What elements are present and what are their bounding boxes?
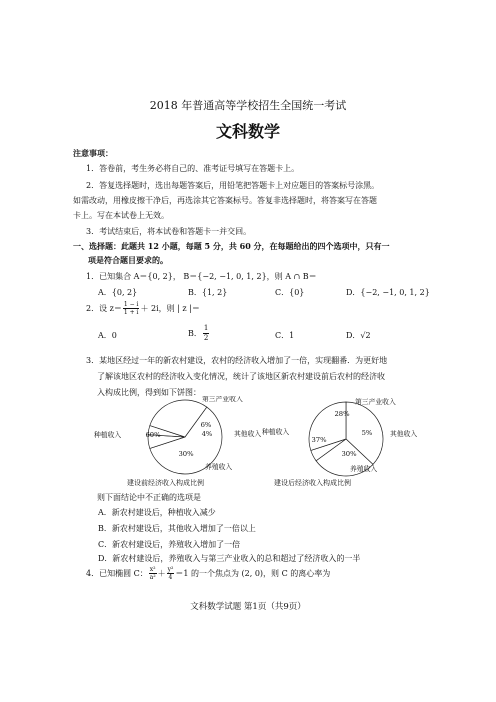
q4-fraction-1-denominator: a²: [149, 574, 156, 581]
q1-option-c: C．{0}: [275, 288, 305, 297]
pie-0-category-label-planting-income: 种植收入: [94, 431, 122, 439]
q2-stem-suffix: ＋ 2i，则 | z |＝: [140, 304, 200, 313]
pie-1-data-label-breeding-income: 30%: [341, 450, 357, 458]
section-heading-line-2: 项是符合题目要求的。: [88, 255, 168, 265]
pie-after-title: 建设后经济收入构成比例: [274, 479, 351, 487]
q1-stem: 1．已知集合 A＝{0, 2}， B＝{−2, −1, 0, 1, 2}，则 A ∩ B＝: [86, 272, 317, 281]
q3-after-charts: 则下面结论中不正确的选项是: [97, 493, 201, 502]
pie-0-category-label-other-income: 其他收入: [234, 430, 262, 438]
pie-chart-before: [94, 396, 261, 474]
q2-option-d-label: D．: [346, 331, 361, 340]
pie-0-category-label-tertiary-income: 第三产业收入: [202, 396, 243, 403]
q2-option-b-denominator: 2: [203, 334, 209, 342]
q2-option-a: A．0: [98, 331, 117, 340]
pie-1-category-label-other-income: 其他收入: [390, 430, 418, 438]
page-footer: 文科数学试题 第1页（共9页）: [190, 602, 306, 612]
q2-fraction: [123, 301, 140, 316]
q1-option-d: D．{−2, −1, 0, 1, 2}: [346, 288, 430, 297]
q3-option-d: D．新农村建设后，养殖收入与第三产业收入的总和超过了经济收入的一半: [98, 554, 361, 563]
pie-0-category-label-breeding-income: 养殖收入: [205, 463, 233, 471]
notice-item-1: 1．答卷前，考生务必将自己的、准考证号填写在答题卡上。: [86, 164, 300, 173]
pie-1-category-label-breeding-income: 养殖收入: [350, 465, 378, 473]
notice-item-2-line-1: 2．答复选择题时，选出每题答案后，用铅笔把答题卡上对应题目的答案标号涂黑。: [86, 181, 380, 190]
q4-fraction-2: [167, 566, 175, 581]
notice-item-2-line-2: 如需改动，用橡皮擦干净后，再选涂其它答案标号。答复非选择题时，将答案写在答题: [73, 196, 377, 205]
q1-option-a: A．{0, 2}: [98, 288, 138, 297]
pie-1-category-label-tertiary-income: 第三产业收入: [355, 398, 396, 406]
q4-fraction-1: [149, 566, 157, 581]
q2-option-b-label: B．: [188, 329, 202, 338]
exam-title: 2018 年普通高等学校招生全国统一考试: [149, 99, 347, 112]
q3-option-a: A．新农村建设后，种植收入减少: [98, 508, 216, 517]
q3-line-3: 入构成比例，得到如下饼图：: [97, 388, 201, 397]
q2-option-d-root: √2: [360, 331, 371, 340]
pie-0-data-label-breeding-income: 30%: [178, 450, 194, 458]
pie-0-data-label-other-income: 4%: [201, 430, 213, 438]
pie-0-data-label-tertiary-income: 6%: [200, 421, 212, 429]
q3-line-2: 了解该地区农村的经济收入变化情况，统计了该地区新农村建设前后农村的经济收: [97, 372, 385, 381]
pie-1-data-label-planting-income: 37%: [311, 436, 327, 444]
pie-1-data-label-tertiary-income: 28%: [334, 410, 350, 418]
notice-heading: 注意事项：: [73, 148, 113, 158]
pie-0-data-label-planting-income: 60%: [145, 431, 161, 439]
pie-1-data-label-other-income: 5%: [361, 429, 373, 437]
q2-option-d: [346, 330, 371, 341]
q2-fraction-denominator: 1 + i: [123, 309, 139, 316]
q4-fraction-2-numerator: y²: [167, 566, 174, 573]
q3-option-c: C．新农村建设后，养殖收入增加了一倍: [98, 540, 241, 549]
q4-plus: ＋: [157, 569, 166, 578]
q2-option-b-fraction: [203, 324, 209, 343]
pie-charts-figure: [0, 396, 496, 496]
q4-fraction-2-denominator: 4: [168, 574, 173, 581]
q2-option-c: C．1: [275, 331, 295, 340]
q3-line-1: 3．某地区经过一年的新农村建设，农村的经济收入增加了一倍，实现翻番．为更好地: [86, 356, 388, 365]
q2-stem: [86, 301, 200, 316]
pie-before-title: 建设前经济收入构成比例: [127, 479, 204, 487]
section-heading-line-1: 一、选择题：此题共 12 小题，每题 5 分，共 60 分，在每题给出的四个选项中，只有一: [73, 241, 390, 251]
notice-item-2-line-3: 卡上。写在本试卷上无效。: [73, 211, 169, 220]
q2-fraction-numerator: 1 − i: [123, 301, 139, 308]
pie-1-category-label-planting-income: 种植收入: [262, 428, 290, 436]
q3-option-b: B．新农村建设后，其他收入增加了一倍以上: [98, 524, 256, 533]
q2-option-b-numerator: 1: [203, 324, 209, 332]
q1-option-b: B．{1, 2}: [188, 288, 228, 297]
q4-stem-suffix: ＝1 的一个焦点为 (2, 0)，则 C 的离心率为: [175, 569, 331, 578]
notice-item-3: 3．考试结束后，将本试卷和答题卡一并交回。: [86, 227, 252, 236]
pie-chart-after: [262, 397, 417, 476]
q2-stem-prefix: 2．设 z＝: [86, 304, 122, 313]
q4-stem-prefix: 4．已知椭圆 C：: [86, 569, 148, 578]
subject-title: 文科数学: [215, 122, 280, 141]
q2-option-b: [188, 324, 210, 343]
q4-fraction-1-numerator: x²: [149, 566, 156, 573]
q4-stem: [86, 566, 330, 581]
